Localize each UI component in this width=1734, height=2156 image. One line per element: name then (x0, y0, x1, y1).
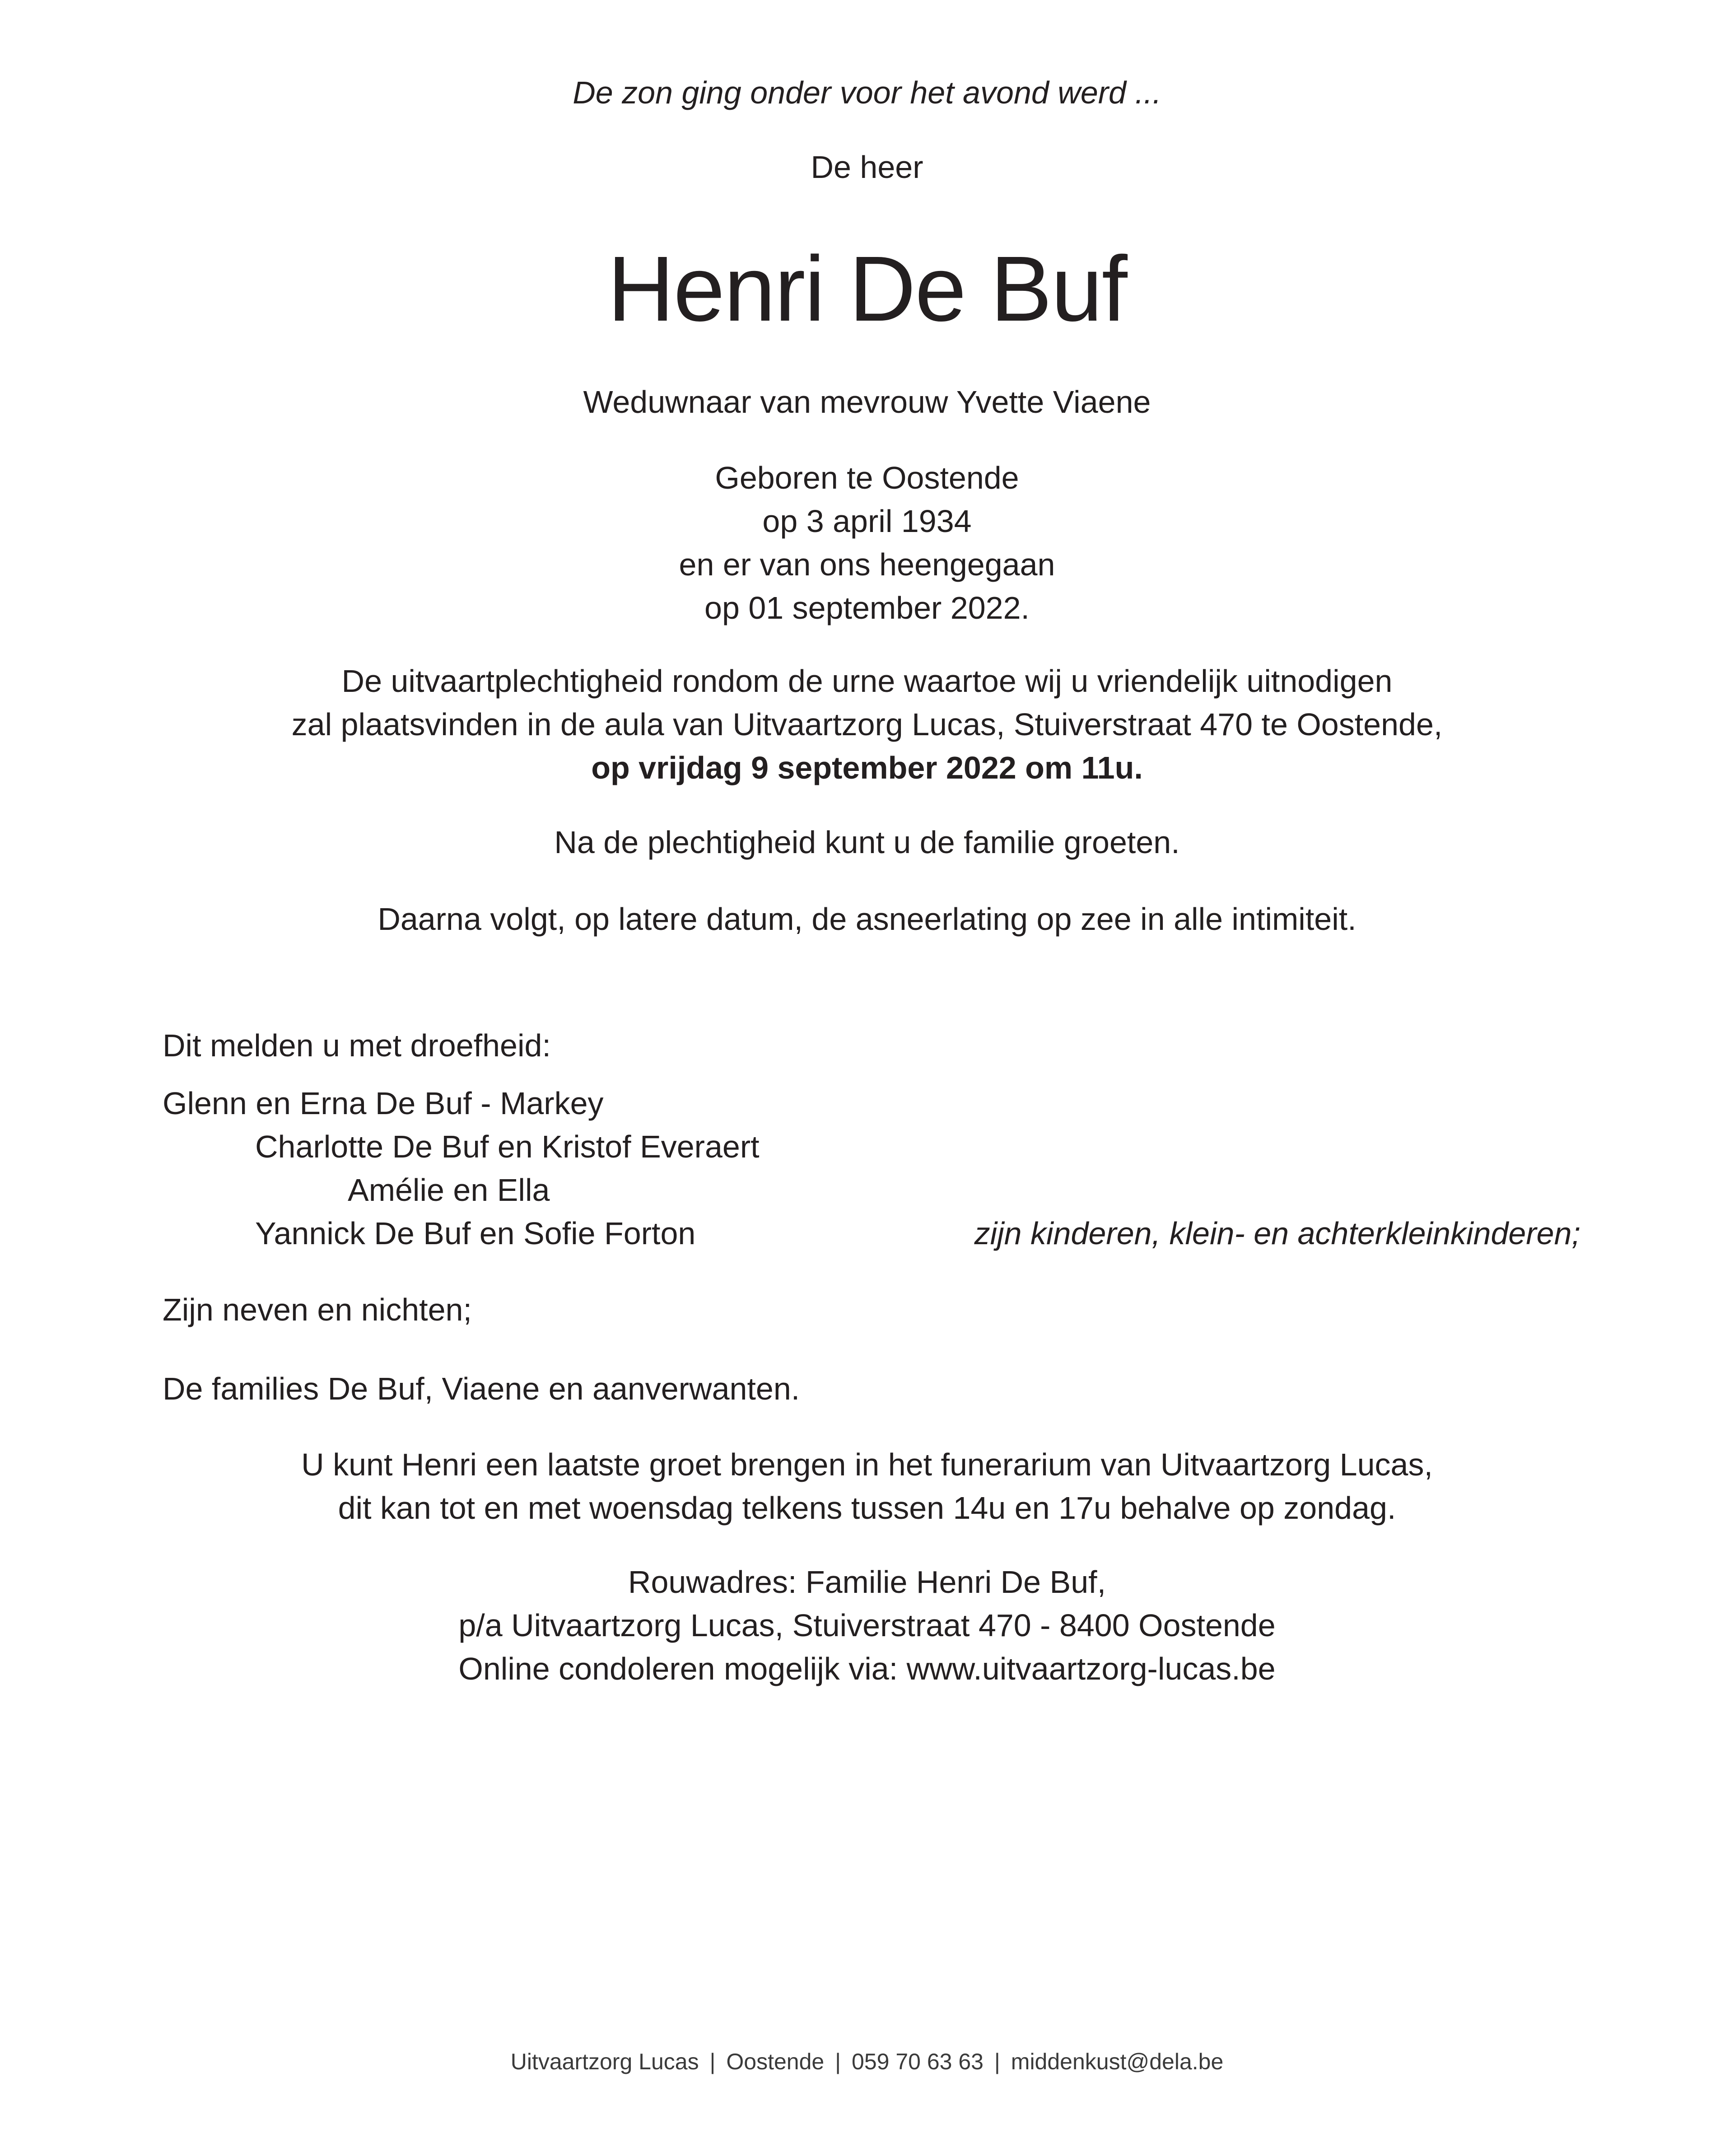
ceremony-date: op vrijdag 9 september 2022 om 11u. (591, 750, 1143, 785)
footer (0, 2046, 1734, 2077)
address-block (0, 1560, 1734, 1690)
footer-separator: | (835, 2049, 841, 2074)
address-line-1: Rouwadres: Familie Henri De Buf, (628, 1564, 1106, 1600)
visit-line-2: dit kan tot en met woensdag telkens tussen 14u en 17u behalve op zondag. (338, 1490, 1396, 1526)
footer-email: middenkust@dela.be (1011, 2049, 1224, 2074)
nephews-line: Zijn neven en nichten; (163, 1292, 472, 1327)
ceremony-line-1: De uitvaartplechtigheid rondom de urne waartoe wij u vriendelijk uitnodigen (341, 663, 1393, 699)
family-list (163, 1082, 1580, 1255)
family-member-name: Charlotte De Buf en Kristof Everaert (255, 1129, 760, 1164)
footer-separator: | (709, 2049, 716, 2074)
condolence-line: Online condoleren mogelijk via: www.uitvaartzorg-lucas.be (458, 1651, 1276, 1686)
birth-place: Geboren te Oostende (715, 460, 1019, 495)
deceased-name: Henri De Buf (607, 237, 1127, 341)
ceremony-line-2: zal plaatsvinden in de aula van Uitvaartzorg Lucas, Stuiverstraat 470 te Oostende, (291, 707, 1443, 742)
visit-line-1: U kunt Henri een laatste groet brengen in het funerarium van Uitvaartzorg Lucas, (301, 1447, 1433, 1482)
ashes-line: Daarna volgt, op latere datum, de asneerlating op zee in alle intimiteit. (378, 901, 1356, 937)
widow-line: Weduwnaar van mevrouw Yvette Viaene (583, 384, 1151, 420)
visit-block (0, 1443, 1734, 1530)
family-member (163, 1212, 1580, 1255)
families-line: De families De Buf, Viaene en aanverwanten. (163, 1371, 800, 1406)
death-date: op 01 september 2022. (704, 590, 1030, 625)
birth-date: op 3 april 1934 (762, 504, 972, 539)
family-member-name: Amélie en Ella (348, 1172, 550, 1208)
birth-death-block (0, 456, 1734, 630)
passed-away: en er van ons heengegaan (679, 547, 1055, 582)
salutation: De heer (811, 149, 923, 185)
announcement-intro: Dit melden u met droefheid: (163, 1028, 551, 1063)
motto: De zon ging onder voor het avond werd ... (573, 75, 1161, 110)
family-member-name: Yannick De Buf en Sofie Forton (255, 1216, 696, 1251)
family-relation: zijn kinderen, klein- en achterkleinkinderen; (974, 1216, 1580, 1251)
footer-separator: | (994, 2049, 1000, 2074)
family-member (163, 1125, 1580, 1168)
family-member (163, 1082, 1580, 1125)
ceremony-block (0, 659, 1734, 789)
family-member (163, 1168, 1580, 1212)
footer-company: Uitvaartzorg Lucas (510, 2049, 699, 2074)
footer-phone: 059 70 63 63 (852, 2049, 984, 2074)
greet-line: Na de plechtigheid kunt u de familie groeten. (554, 825, 1180, 860)
footer-city: Oostende (726, 2049, 825, 2074)
address-line-2: p/a Uitvaartzorg Lucas, Stuiverstraat 470 - 8400 Oostende (458, 1608, 1276, 1643)
family-member-name: Glenn en Erna De Buf - Markey (163, 1086, 604, 1121)
